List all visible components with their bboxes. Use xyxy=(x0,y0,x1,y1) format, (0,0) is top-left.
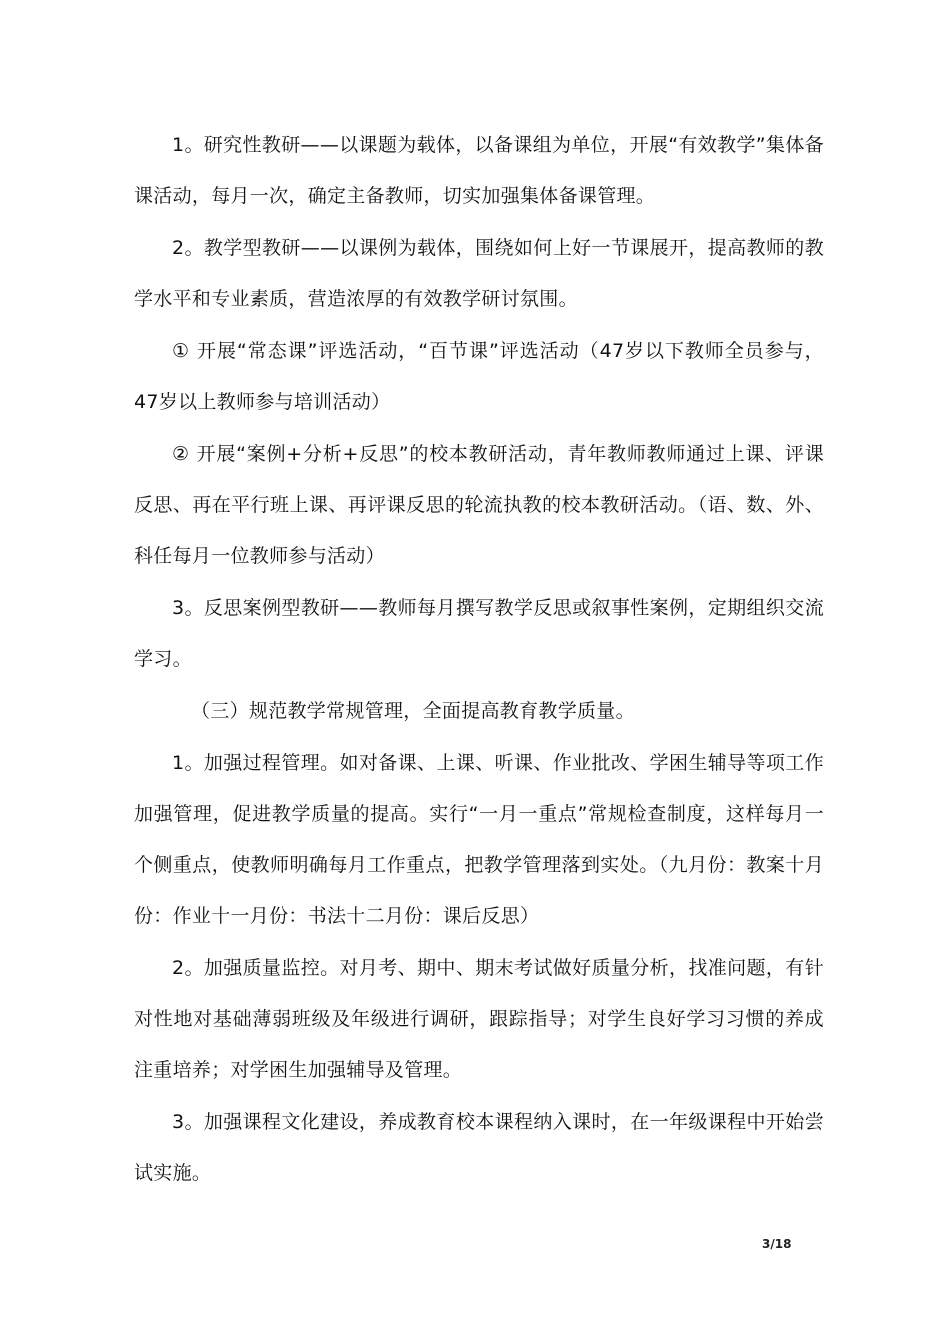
paragraph-process-management: 1。加强过程管理。如对备课、上课、听课、作业批改、学困生辅导等项工作加强管理，促进教学质量的提高。实行“一月一重点”常规检查制度，这样每月一个侧重点，使教师明确每月工作重点，把教学管理落到实处。（九月份：教案十月份：作业十一月份：书法十二月份：课后反思） xyxy=(134,752,824,927)
paragraph-quality-monitoring: 2。加强质量监控。对月考、期中、期末考试做好质量分析，找准问题，有针对性地对基础薄弱班级及年级进行调研，跟踪指导；对学生良好学习习惯的养成注重培养；对学困生加强辅导及管理。 xyxy=(134,957,824,1081)
document-body xyxy=(134,120,824,1200)
page-number: 3/18 xyxy=(762,1237,792,1251)
paragraph-curriculum-culture: 3。加强课程文化建设，养成教育校本课程纳入课时，在一年级课程中开始尝试实施。 xyxy=(134,1111,824,1184)
paragraph-item-1: ① 开展“常态课”评选活动，“百节课”评选活动（47岁以下教师全员参与，47岁以上教师参与培训活动） xyxy=(134,340,824,413)
paragraph-teaching-research: 2。教学型教研——以课例为载体，围绕如何上好一节课展开，提高教师的教学水平和专业素质，营造浓厚的有效教学研讨氛围。 xyxy=(134,237,824,310)
paragraph-item-2: ② 开展“案例+分析+反思”的校本教研活动，青年教师教师通过上课、评课反思、再在平行班上课、再评课反思的轮流执教的校本教研活动。（语、数、外、科任每月一位教师参与活动） xyxy=(134,443,824,567)
paragraph-research-teaching: 1。研究性教研——以课题为载体，以备课组为单位，开展“有效教学”集体备课活动，每月一次，确定主备教师，切实加强集体备课管理。 xyxy=(134,134,824,207)
section-heading: （三）规范教学常规管理，全面提高教育教学质量。 xyxy=(191,700,635,722)
paragraph-reflection-research: 3。反思案例型教研——教师每月撰写教学反思或叙事性案例，定期组织交流学习。 xyxy=(134,597,824,670)
